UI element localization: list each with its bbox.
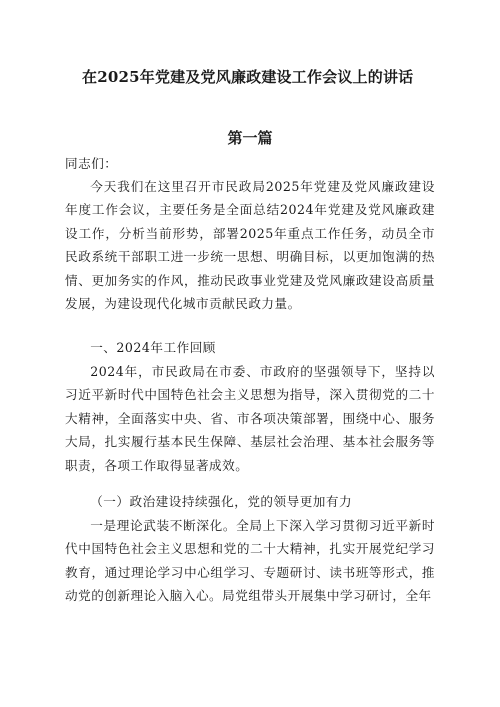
heading-political: （一）政治建设持续强化，党的领导更加有力 [90, 494, 353, 509]
paragraph-political: 一是理论武装不断深化。全局上下深入学习贯彻习近平新时代中国特色社会主义思想和党的二十大精神，扎实开展党纪学习教育，通过理论学习中心组学习、专题研讨、读书班等形式，推动党的创新理论入脑入心。局党组带头开展集中学习研讨，全年 [65, 518, 435, 604]
paragraph-intro: 今天我们在这里召开市民政局2025年党建及党风廉政建设年度工作会议，主要任务是全面总结2024年党建及党风廉政建设工作，分析当前形势，部署2025年重点工作任务，动员全市民政系统干部职工进一步统一思想、明确目标，以更加饱满的热情、更加务实的作风，推动民政事业党建及党风廉政建设高质量发展，为建设现代化城市贡献民政力量。 [65, 179, 435, 312]
section-title: 第一篇 [227, 129, 273, 147]
salutation: 同志们： [65, 156, 118, 171]
document-title: 在2025年党建及党风廉政建设工作会议上的讲话 [82, 68, 414, 86]
paragraph-review: 2024年，市民政局在市委、市政府的坚强领导下，坚持以习近平新时代中国特色社会主义思想为指导，深入贯彻党的二十大精神，全面落实中央、省、市各项决策部署，围绕中心、服务大局，扎实履行基本民生保障、基层社会治理、基本社会服务等职责，各项工作取得显著成效。 [65, 364, 435, 473]
heading-review: 一、2024年工作回顾 [90, 340, 216, 355]
